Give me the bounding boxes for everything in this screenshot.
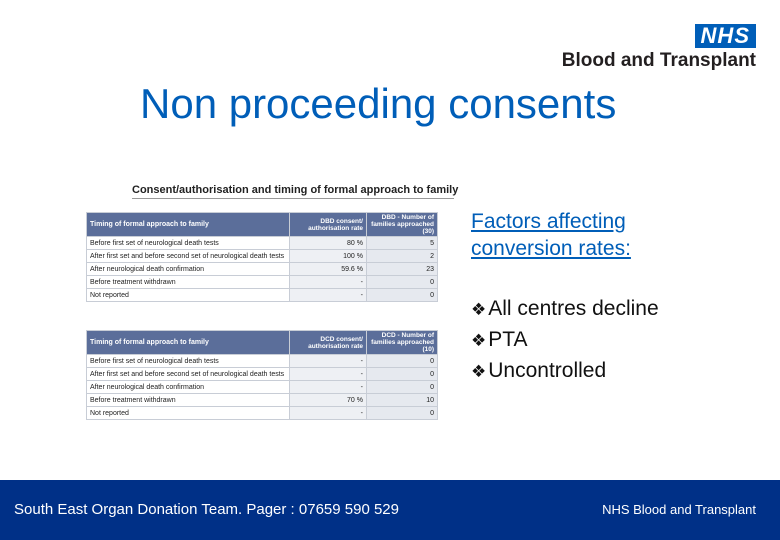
- footer-bar: [0, 480, 780, 540]
- column-header: Timing of formal approach to family: [87, 331, 290, 355]
- table-row: [87, 263, 438, 276]
- tables-caption: Consent/authorisation and timing of formal approach to family: [132, 184, 459, 196]
- table-row: [87, 250, 438, 263]
- table-cell: 10: [367, 394, 438, 407]
- bullet-item: ❖ Uncontrolled: [471, 356, 659, 387]
- nhs-logo: [526, 24, 756, 74]
- bullet-list: [471, 294, 659, 387]
- table-cell: Before first set of neurological death tests: [87, 237, 290, 250]
- table-cell: Before treatment withdrawn: [87, 394, 290, 407]
- nhs-org-name: Blood and Transplant: [561, 50, 756, 71]
- table-cell: 0: [367, 289, 438, 302]
- table-row: [87, 381, 438, 394]
- table-cell: -: [290, 355, 367, 368]
- footer-contact: South East Organ Donation Team. Pager : 07659 590 529: [14, 501, 399, 518]
- table-cell: After first set and before second set of neurological death tests: [87, 368, 290, 381]
- column-header: Timing of formal approach to family: [87, 213, 290, 237]
- column-header: DCD - Number of families approached (10): [367, 331, 438, 355]
- table-cell: -: [290, 276, 367, 289]
- table-header-row: [87, 213, 438, 237]
- table-cell: 0: [367, 368, 438, 381]
- slide-title: Non proceeding consents: [140, 80, 617, 127]
- table-cell: 70 %: [290, 394, 367, 407]
- footer-org: NHS Blood and Transplant: [602, 502, 756, 517]
- table-cell: 59.6 %: [290, 263, 367, 276]
- table-cell: -: [290, 381, 367, 394]
- table-cell: Not reported: [87, 407, 290, 420]
- factors-heading-link[interactable]: Factors affecting conversion rates:: [471, 210, 631, 260]
- table-cell: After neurological death confirmation: [87, 263, 290, 276]
- table-cell: 2: [367, 250, 438, 263]
- table-cell: 0: [367, 407, 438, 420]
- table-cell: 0: [367, 381, 438, 394]
- table-row: [87, 237, 438, 250]
- table-cell: 23: [367, 263, 438, 276]
- table-cell: Not reported: [87, 289, 290, 302]
- table-cell: Before treatment withdrawn: [87, 276, 290, 289]
- table-cell: -: [290, 289, 367, 302]
- table-row: [87, 289, 438, 302]
- dcd-table: [86, 330, 438, 420]
- bullet-item: ❖ All centres decline: [471, 294, 659, 325]
- table-cell: 80 %: [290, 237, 367, 250]
- table-row: [87, 355, 438, 368]
- table-cell: After neurological death confirmation: [87, 381, 290, 394]
- table-cell: After first set and before second set of neurological death tests: [87, 250, 290, 263]
- table-cell: 0: [367, 355, 438, 368]
- table-cell: 0: [367, 276, 438, 289]
- table-row: [87, 276, 438, 289]
- table-cell: -: [290, 407, 367, 420]
- table-cell: -: [290, 368, 367, 381]
- table-cell: 100 %: [290, 250, 367, 263]
- table-cell: 5: [367, 237, 438, 250]
- dbd-table: [86, 212, 438, 302]
- table-header-row: [87, 331, 438, 355]
- caption-divider: [132, 198, 454, 199]
- column-header: DCD consent/ authorisation rate: [290, 331, 367, 355]
- table-cell: Before first set of neurological death tests: [87, 355, 290, 368]
- bullet-item: ❖ PTA: [471, 325, 659, 356]
- table-row: [87, 407, 438, 420]
- table-row: [87, 394, 438, 407]
- column-header: DBD consent/ authorisation rate: [290, 213, 367, 237]
- nhs-mark: NHS: [695, 24, 756, 48]
- column-header: DBD - Number of families approached (30): [367, 213, 438, 237]
- table-row: [87, 368, 438, 381]
